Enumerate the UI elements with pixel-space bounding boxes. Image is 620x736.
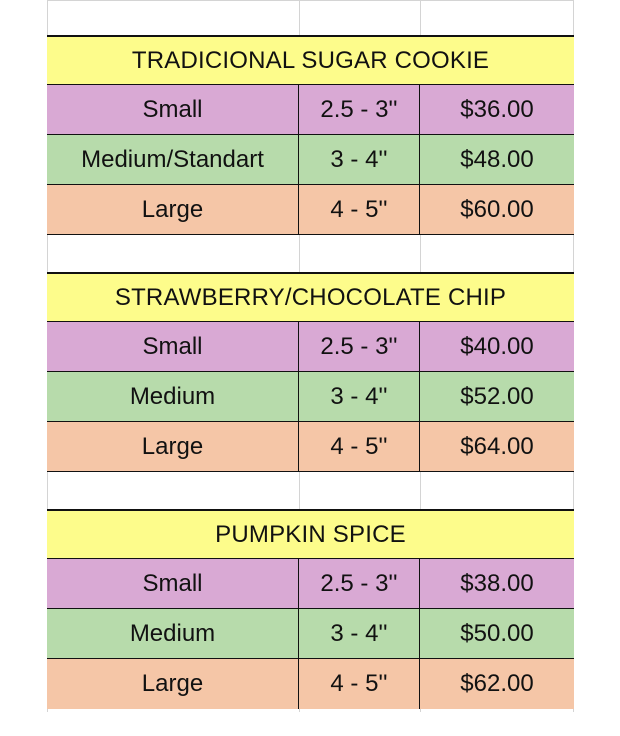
dimension-cell: 4 - 5'' xyxy=(299,422,420,471)
dimension-cell: 4 - 5'' xyxy=(299,659,420,709)
dimension-cell: 4 - 5'' xyxy=(299,185,420,234)
price-table-pumpkin-spice xyxy=(47,509,574,709)
price-row-medium xyxy=(47,372,574,422)
price-cell: $64.00 xyxy=(460,432,534,460)
dimension-cell: 3 - 4'' xyxy=(299,372,420,421)
dimension-cell: 2.5 - 3'' xyxy=(299,85,420,134)
price-cell: $38.00 xyxy=(460,569,534,597)
size-cell: Medium xyxy=(47,372,299,421)
dimension-cell: 3 - 4'' xyxy=(299,609,420,658)
dimension-cell: 2.5 - 3'' xyxy=(299,559,420,608)
price-cell: $40.00 xyxy=(460,332,534,360)
price-row-large xyxy=(47,185,574,235)
size-cell: Large xyxy=(47,422,299,471)
price-row-medium xyxy=(47,135,574,185)
price-cell: $52.00 xyxy=(460,382,534,410)
gridline xyxy=(47,0,574,1)
price-row-large xyxy=(47,422,574,472)
dimension-cell: 2.5 - 3'' xyxy=(299,322,420,371)
price-table-strawberry-chocolate-chip xyxy=(47,272,574,472)
section-title: STRAWBERRY/CHOCOLATE CHIP xyxy=(47,272,574,322)
size-cell: Small xyxy=(47,322,299,371)
size-cell: Small xyxy=(47,559,299,608)
price-row-large xyxy=(47,659,574,709)
size-cell: Large xyxy=(47,659,299,709)
section-title: TRADICIONAL SUGAR COOKIE xyxy=(47,35,574,85)
price-row-small xyxy=(47,85,574,135)
price-cell: $48.00 xyxy=(460,145,534,173)
size-cell: Large xyxy=(47,185,299,234)
price-cell: $50.00 xyxy=(460,619,534,647)
size-cell: Medium/Standart xyxy=(47,135,299,184)
price-cell: $36.00 xyxy=(460,95,534,123)
dimension-cell: 3 - 4'' xyxy=(299,135,420,184)
price-row-small xyxy=(47,559,574,609)
price-row-medium xyxy=(47,609,574,659)
price-row-small xyxy=(47,322,574,372)
size-cell: Medium xyxy=(47,609,299,658)
size-cell: Small xyxy=(47,85,299,134)
section-title: PUMPKIN SPICE xyxy=(47,509,574,559)
price-cell: $62.00 xyxy=(460,670,534,697)
price-table-sugar-cookie xyxy=(47,35,574,235)
price-cell: $60.00 xyxy=(460,195,534,223)
